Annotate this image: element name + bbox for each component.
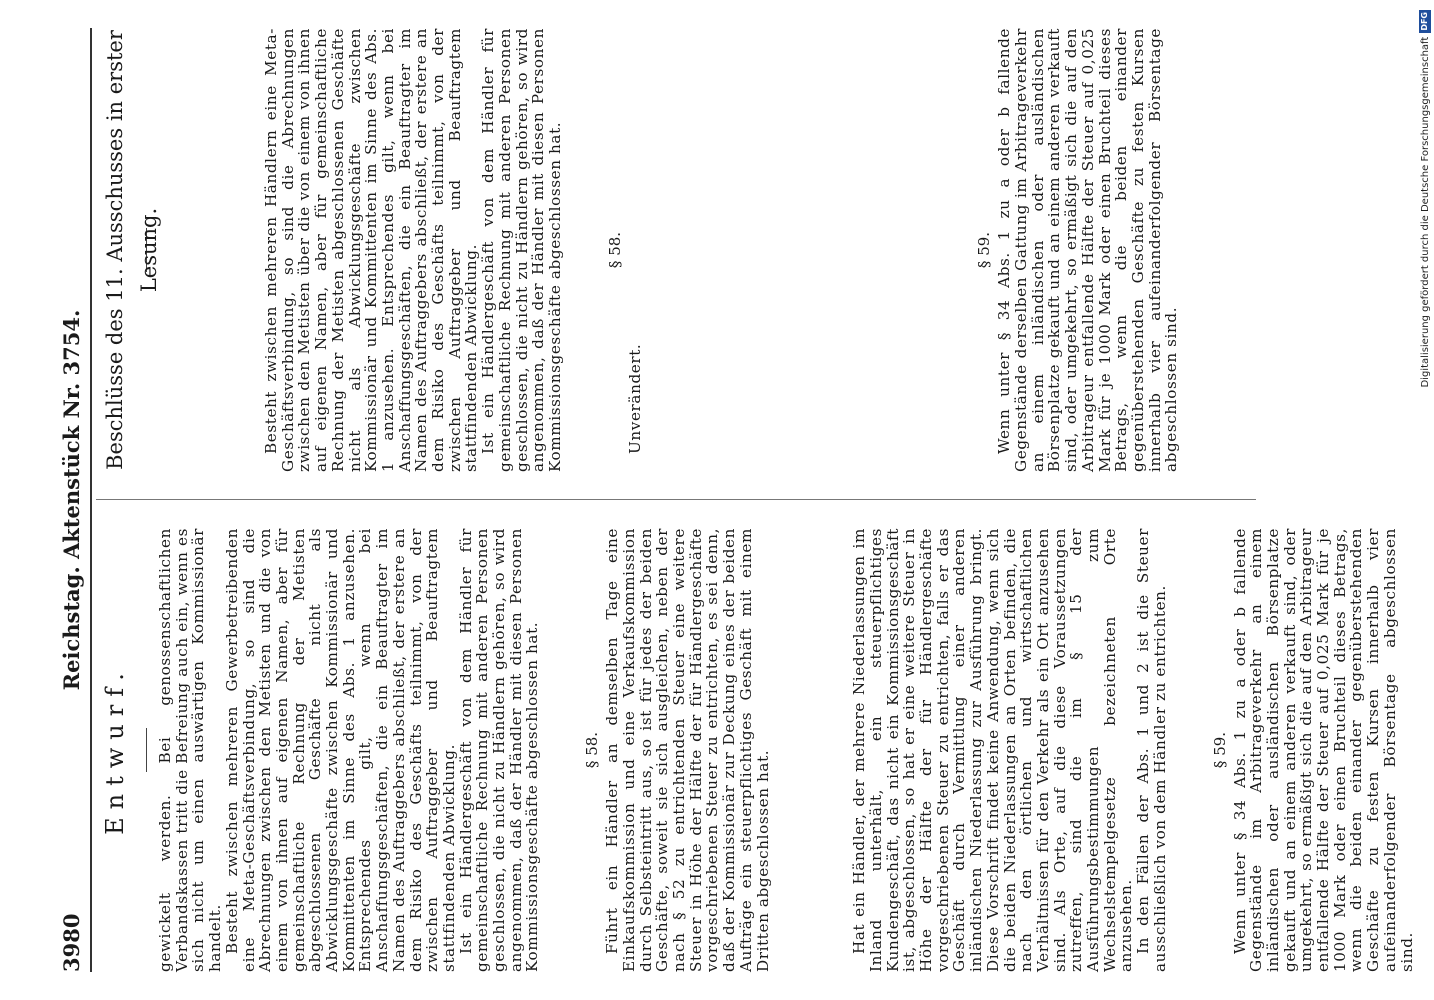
left-spacer: [541, 528, 581, 972]
right-column-title: Beschlüsse des 11. Ausschusses in erster Lesung.: [103, 30, 161, 470]
left-paragraph-5: Hat ein Händler, der mehrere Niederlassungen im Inland unterhält, ein steuerpflichtiges Kundengeschäft, das nicht ein Kommissionsgeschäft ist, abgeschlossen, so hat er eine weitere Steuer in Höhe der Hälfte der für Händlergeschäfte vorgeschriebenen Steuer zu entrichten, falls er das Geschäft durch Vermittlung einer anderen inländischen Niederlassung zur Ausführung bringt. Diese Vorschrift findet keine Anwendung, wenn sich die beiden Niederlassungen an Orten befinden, die nach den örtlichen und wirtschaftlichen Verhältnissen für den Verkehr als ein Ort anzusehen sind. Als Orte, auf die diese Voraussetzungen zutreffen, sind die im § 15 der Ausführungsbestimmungen zum Wechselstempelgesetze bezeichneten Orte anzusehen.: [850, 528, 1136, 972]
left-paragraph-2: Besteht zwischen mehreren Gewerbetreibenden eine Meta-Geschäftsverbindung, so sind die Abrechnungen zwischen den Metisten und die von einem von ihnen auf eigenen Namen, aber für gemeinschaftliche Rechnung der Metisten abgeschlossenen Geschäfte nicht als Abwicklungsgeschäfte zwischen Kommissionär und Kommittenten im Sinne des Abs. 1 anzusehen. Entsprechendes gilt, wenn bei Anschaffungsgeschäften, die ein Beauftragter im Namen des Auftraggebers abschließt, der erstere an dem Risiko des Geschäfts teilnimmt, von der zwischen Auftraggeber und Beauftragtem stattfindenden Abwicklung.: [222, 528, 458, 972]
credit-text: Digitalisierung gefördert durch die Deutsche Forschungsgemeinschaft: [1419, 36, 1431, 388]
sidebar-credit: [1418, 10, 1432, 990]
page-number: 3980: [59, 913, 84, 972]
header-title: Reichstag. Aktenstück Nr. 3754.: [59, 309, 84, 691]
left-paragraph-1: gewickelt werden. Bei genossenschaftlichen Verbandskassen tritt die Befreiung auch ein, wenn es sich nicht um einen auswärtigen Kommissionär handelt.: [156, 528, 225, 972]
left-column-title: Entwurf.: [101, 665, 129, 835]
left-section-58: § 58.: [583, 731, 602, 769]
right-unchanged-note: Unverändert.: [625, 343, 644, 454]
right-section-59: § 59.: [975, 231, 994, 269]
left-title-rule: [146, 728, 147, 772]
right-section-58: § 58.: [605, 231, 624, 269]
left-section-59: § 59.: [1210, 731, 1229, 769]
sidebar-credit-inner: [1418, 10, 1432, 990]
left-paragraph-7: Wenn unter § 34 Abs. 1 zu a oder b fallende Gegenstände im Arbitrageverkehr an einem inländischen oder ausländischen Börsenplatze gekauft und an einem anderen verkauft sind, oder umgekehrt, so ermäßigt sich die auf den Arbitrageur entfallende Hälfte der Steuer auf 0,025 Mark für je 1000 Mark oder einen Bruchteil dieses Betrags, wenn die beiden einander gegenüberstehenden Geschäfte zu festen Kursen innerhalb vier aufeinanderfolgender Börsentage abgeschlossen sind.: [1230, 528, 1416, 972]
header-rule: [90, 28, 92, 972]
left-column: [98, 528, 1415, 972]
right-spacer: [564, 28, 604, 472]
right-spacer: [643, 28, 973, 472]
right-paragraph-3: Wenn unter § 34 Abs. 1 zu a oder b fallende Gegenstände derselben Gattung im Arbitrageverkehr an einem inländischen oder ausländischen Börsenplatze gekauft und an einem anderen verkauft sind, oder umgekehrt, so ermäßigt sich die auf den Arbitrageur entfallende Hälfte der Steuer auf 0,025 Mark für je 1000 Mark oder einen Bruchteil dieses Betrags, wenn die beiden einander gegenüberstehenden Geschäfte zu festen Kursen innerhalb vier aufeinanderfolgender Börsentage abgeschlossen sind.: [995, 28, 1181, 472]
document-page: [58, 28, 1416, 972]
right-column: [98, 28, 1180, 472]
right-spacer: [157, 28, 263, 472]
page-header: [58, 28, 86, 972]
left-spacer: [771, 528, 851, 972]
left-spacer: [1169, 528, 1209, 972]
left-paragraph-6: In den Fällen der Abs. 1 und 2 ist die Steuer ausschließlich von dem Händler zu entrichten.: [1134, 528, 1169, 972]
dfg-logo-icon: DFG: [1420, 12, 1429, 31]
left-paragraph-4: Führt ein Händler an demselben Tage eine Einkaufskommission und eine Verkaufskommission durch Selbsteintritt aus, so ist für jedes der beiden Geschäfte, soweit sie sich ausgleichen, neben der nach § 52 zu entrichtenden Steuer eine weitere Steuer in Höhe der Hälfte der für Händlergeschäfte vorgeschriebenen Steuer zu entrichten, es sei denn, daß der Kommissionär zur Deckung eines der beiden Aufträge ein steuerpflichtiges Geschäft mit einem Dritten abgeschlossen hat.: [603, 528, 772, 972]
right-paragraph-1: Besteht zwischen mehreren Händlern eine Meta-Geschäftsverbindung, so sind die Abrechnungen zwischen den Metisten über die von einem von ihnen auf eigenen Namen, aber für gemeinschaftliche Rechnung der Metisten abgeschlossenen Geschäfte nicht als Abwicklungsgeschäfte zwischen Kommissionär und Kommittenten im Sinne des Abs. 1 anzusehen. Entsprechendes gilt, wenn bei Anschaffungsgeschäften, die ein Beauftragter im Namen des Auftraggebers abschließt, der erstere an dem Risiko des Geschäfts teilnimmt, von der zwischen Auftraggeber und Beauftragtem stattfindenden Abwicklung.: [262, 28, 481, 472]
column-divider: [96, 499, 1256, 500]
right-paragraph-2: Ist ein Händlergeschäft von dem Händler für gemeinschaftliche Rechnung mit anderen Personen geschlossen, die nicht zu Händlern gehören, so wird angenommen, daß der Händler mit diesen Personen Kommissionsgeschäfte abgeschlossen hat.: [479, 28, 564, 472]
left-paragraph-3: Ist ein Händlergeschäft von dem Händler für gemeinschaftliche Rechnung mit anderen Personen geschlossen, die nicht zu Händlern gehören, so wird angenommen, daß der Händler mit diesen Personen Kommissionsgeschäfte abgeschlossen hat.: [456, 528, 542, 972]
